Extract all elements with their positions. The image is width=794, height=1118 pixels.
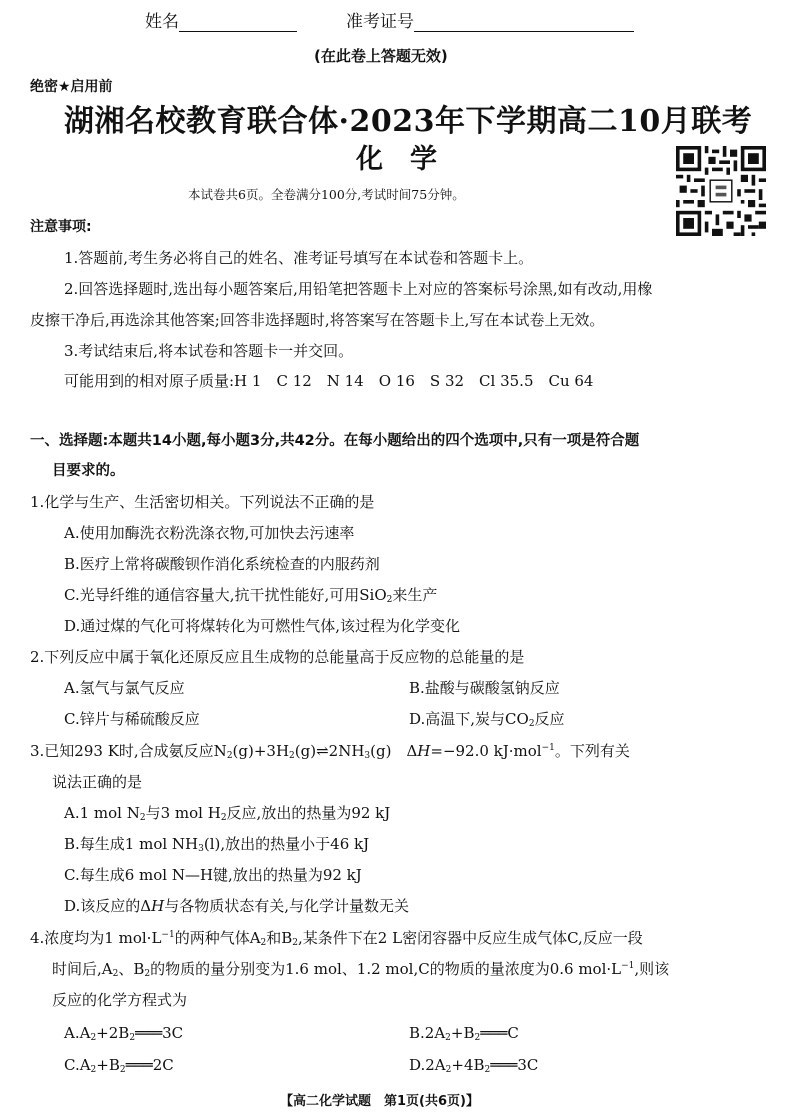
note-item-1: 1.答题前,考生务必将自己的姓名、准考证号填写在本试卷和答题卡上。 <box>64 249 534 267</box>
q4-option-a: $A.A_2+2B_2═══3C$ <box>64 1024 184 1043</box>
q3-option-b: B.每生成1 mol $NH_3(l)$,放出的热量小于46 kJ <box>64 835 370 854</box>
note-item-2-cont: 皮擦干净后,再选涂其他答案;回答非选择题时,将答案写在答题卡上,写在本试卷上无效。 <box>30 311 605 329</box>
question-4-stem-line3: 反应的化学方程式为 <box>52 991 188 1009</box>
q1-option-b: B.医疗上常将碳酸钡作消化系统检查的内服药剂 <box>64 555 380 573</box>
section-heading-cont: 目要求的。 <box>52 463 125 479</box>
q2-option-d: D.高温下,炭与$CO_2$反应 <box>409 710 565 729</box>
name-field <box>145 12 297 32</box>
section-heading: 一、选择题:本题共14小题,每小题3分,共42分。在每小题给出的四个选项中,只有一项是符合题 <box>30 433 640 449</box>
q2-option-c: C.锌片与稀硫酸反应 <box>64 710 200 728</box>
q1-option-d: D.通过煤的气化可将煤转化为可燃性气体,该过程为化学变化 <box>64 617 461 635</box>
q3-option-d: D.该反应的ΔH与各物质状态有关,与化学计量数无关 <box>64 897 409 915</box>
invalid-note: (在此卷上答题无效) <box>314 47 448 65</box>
q3-option-a: A.1 mol $N_2$与3 mol $H_2$反应,放出的热量为92 kJ <box>64 804 391 823</box>
note-item-2: 2.回答选择题时,选出每小题答案后,用铅笔把答题卡上对应的答案标号涂黑,如有改动,用橡 <box>64 280 653 298</box>
qr-code-icon <box>676 146 766 236</box>
exam-info: 本试卷共6页。全卷满分100分,考试时间75分钟。 <box>188 187 465 202</box>
question-4-stem: 4.浓度均为1 $mol\cdot L^{-1}$的两种气体$A_2$和$B_2$,某条件下在2 L密闭容器中反应生成气体C,反应一段 <box>30 929 643 948</box>
notes-heading: 注意事项: <box>30 219 92 235</box>
question-3-stem-cont: 说法正确的是 <box>52 773 143 791</box>
id-label: 准考证号 <box>346 12 414 32</box>
note-item-3: 3.考试结束后,将本试卷和答题卡一并交回。 <box>64 342 354 360</box>
page-footer: 【高二化学试题 第1页(共6页)】 <box>280 1094 479 1109</box>
atomic-masses: 可能用到的相对原子质量:H 1 C 12 N 14 O 16 S 32 Cl 35.5 Cu 64 <box>64 372 594 390</box>
question-3-stem: 3.已知293 K时,合成氨反应$N_2(g)+3H_2(g)\rightleftharpoons 2NH_3(g)$ ΔH=−92.0 kJ·mol$^{-1}$。下列有关 <box>30 742 630 761</box>
q1-option-c: C.光导纤维的通信容量大,抗干扰性能好,可用SiO$_2$来生产 <box>64 586 438 605</box>
question-1-stem: 1.化学与生产、生活密切相关。下列说法不正确的是 <box>30 493 375 511</box>
secret-mark: 绝密★启用前 <box>30 79 113 95</box>
q4-option-c: $C.A_2+B_2═══2C$ <box>64 1056 174 1075</box>
q2-option-a: A.氢气与氯气反应 <box>64 679 185 697</box>
q4-option-d: $D.2A_2+4B_2═══3C$ <box>409 1056 539 1075</box>
q3-option-c: C.每生成6 mol N—H键,放出的热量为92 kJ <box>64 866 362 884</box>
q2-option-b: B.盐酸与碳酸氢钠反应 <box>409 679 560 697</box>
question-2-stem: 2.下列反应中属于氧化还原反应且生成物的总能量高于反应物的总能量的是 <box>30 648 525 666</box>
question-4-stem-line2: 时间后$,A_2$、$B_2$的物质的量分别变为1.6 mol、1.2 mol,C的物质的量浓度为0.6 $mol\cdot L^{-1}$,则该 <box>52 960 670 979</box>
q4-option-b: $B.2A_2+B_2═══C$ <box>409 1024 519 1043</box>
name-label: 姓名 <box>145 12 179 32</box>
id-blank <box>414 13 634 32</box>
exam-title: 湖湘名校教育联合体·2023年下学期高二10月联考 <box>64 104 753 139</box>
q1-option-a: A.使用加酶洗衣粉洗涤衣物,可加快去污速率 <box>64 524 355 542</box>
subject-title: 化 学 <box>356 144 437 175</box>
name-blank <box>179 13 297 32</box>
id-field <box>346 12 634 32</box>
